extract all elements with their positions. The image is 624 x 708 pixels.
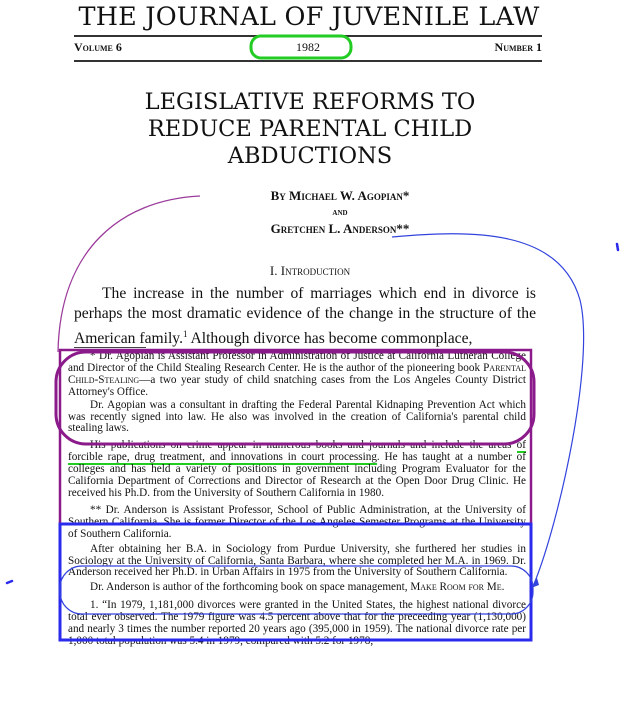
book-title-make-room-for-me: Make Room for Me [410, 581, 502, 594]
book-title-parental-child-stealing: Parental Child-Stealing [68, 361, 526, 386]
byline-and: and [332, 206, 348, 218]
agopian-footnote-box [60, 350, 531, 524]
footnote-agopian-2: Dr. Agopian was a consultant in drafting the Federal Parental Kidnaping Prevention Act which was recently signed into law. He also was involved in the creation of California's parental child stealing laws. [68, 398, 526, 435]
footnote-1: 1. “In 1979, 1,181,000 divorces were granted in the United States, the highest national divorce total ever observed. The 1979 figure was 4.5 percent above that for the preceeding year (1,130,000) and nearly 3 times the number reported 20 years ago (395,000 in 1959). The national divorce rate per 1,000 total population was 5.4 in 1979, compared with 5.2 for 1978, [68, 599, 526, 647]
title-line: ABDUCTIONS [227, 143, 393, 169]
intro-text-a: The increase in the number of marriages which end in divorce is perhaps the most dramatic evidence of the change in the structure of the American family. [74, 285, 536, 348]
agopian-connector-line [58, 196, 200, 352]
stray-mark-right [617, 244, 618, 250]
stray-mark-left [7, 581, 12, 583]
author-agopian: By Michael W. Agopian* [270, 188, 410, 203]
year-highlight-box [251, 36, 351, 58]
footnote-anderson-1: ** Dr. Anderson is Assistant Professor, School of Public Administration, at the University of Southern California. She is former Director of the Los Angeles Semester Programs at the University of Southern California. [68, 503, 526, 540]
journal-title: THE JOURNAL OF JUVENILE LAW [78, 2, 540, 32]
title-line: REDUCE PARENTAL CHILD [147, 116, 473, 142]
footnote-text: . He has taught at a number of colleges and has held a variety of positions in government including Program Evaluator for the California Department of Corrections and Director of Research at the Open Door Drug Clinic. He received his Ph.D. from the University of Southern California in 1980. [68, 451, 526, 499]
footnote-text: —a two year study of child snatching cases from the Los Angeles County District Attorney's Office. [68, 373, 526, 398]
author-anderson: Gretchen L. Anderson** [270, 221, 410, 236]
footnote-text: Dr. Anderson is author of the forthcoming book on space management, [90, 581, 411, 594]
intro-text-b: Although divorce has become commonplace, [187, 330, 473, 348]
highlighted-phrase: of forcible rape, drug treatment, and innovations in court processing [68, 439, 526, 464]
anderson-footnote-box [60, 524, 531, 640]
footnote-text: His publications on crime appear in numerous books and journals and include the areas [90, 439, 517, 452]
section-heading: I. Introduction [269, 263, 351, 278]
footnote-text: * Dr. Agopian is Assistant Professor in Administration of Justice at California Lutheran College and Director of the Child Stealing Research Center. He is the author of the pioneering book [68, 350, 526, 374]
agopian-footnote-oval [56, 352, 534, 444]
footnote-text: . [501, 581, 505, 594]
anderson-paragraph-oval [60, 566, 533, 614]
footnote-ref-1[interactable]: 1 [182, 329, 188, 339]
title-line: LEGISLATIVE REFORMS TO [144, 89, 476, 115]
number-label: Number 1 [494, 40, 542, 54]
year-label: 1982 [296, 40, 320, 54]
anderson-connector-line [392, 234, 584, 584]
volume-label: Volume 6 [74, 40, 122, 54]
footnote-anderson-2: After obtaining her B.A. in Sociology from Purdue University, she furthered her studies in Sociology at the University of California, Santa Barbara, where she completed her M.A. in 1969. Dr. Anderson received her Ph.D. in Urban Affairs in 1975 from the University of Southern California. [68, 542, 526, 579]
